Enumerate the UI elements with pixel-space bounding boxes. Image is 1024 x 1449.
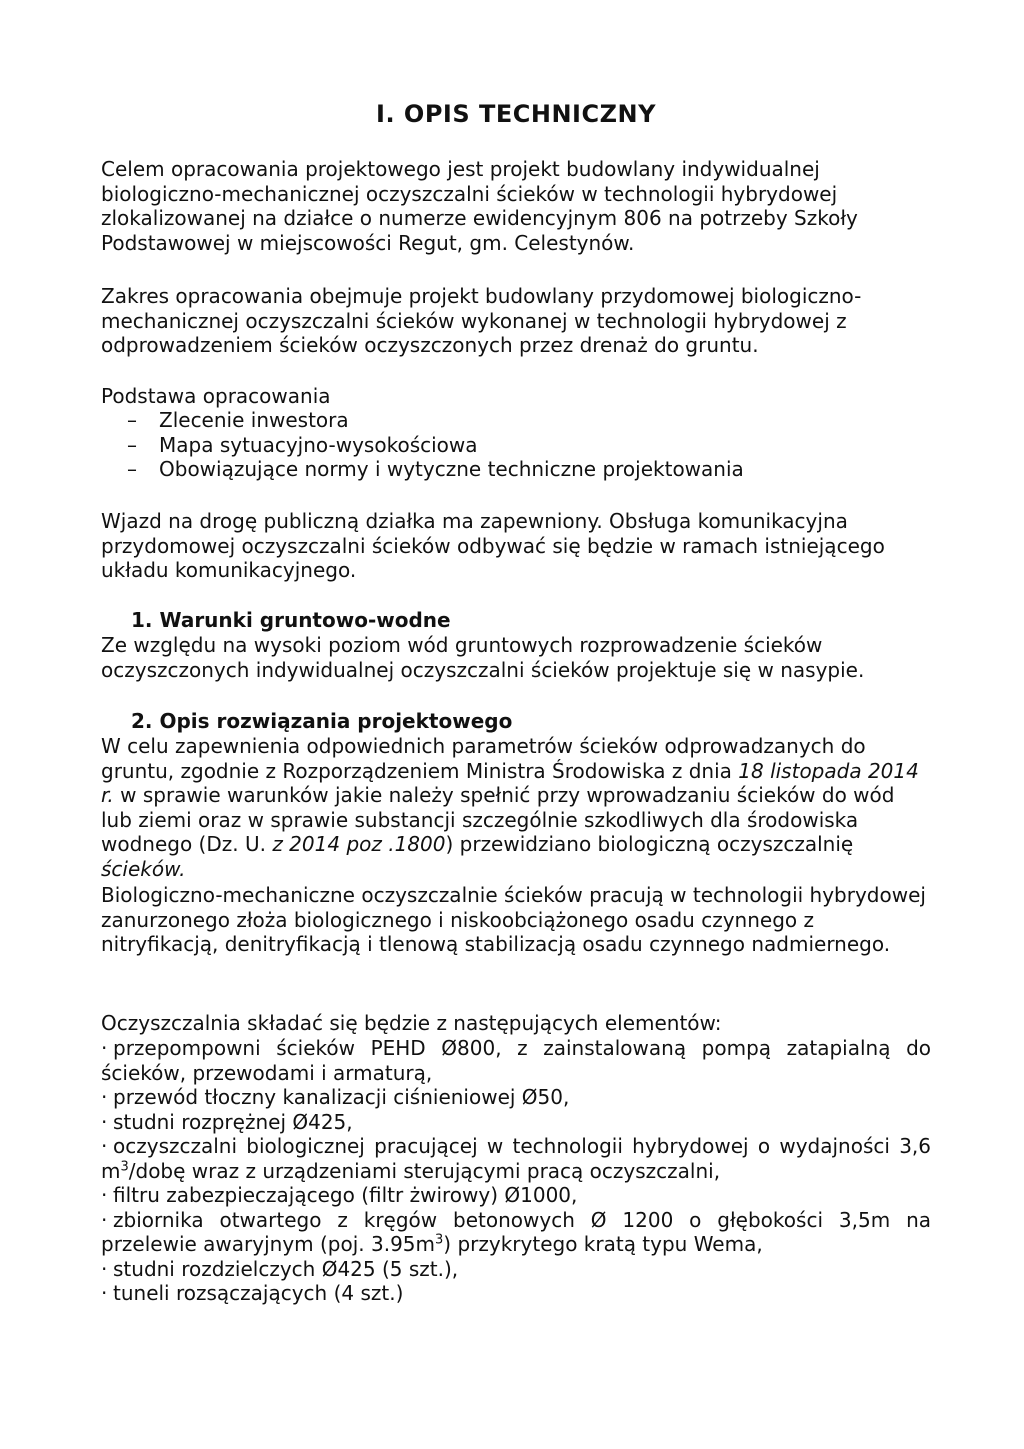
bullet-marker: · (101, 1183, 108, 1207)
element-text: oczyszczalni biologicznej pracującej w technologii hybrydowej o wydajności 3,6 m (101, 1134, 931, 1183)
element-item (101, 1110, 931, 1135)
basis-item-text: Mapa sytuacyjno-wysokościowa (159, 432, 478, 457)
basis-item (101, 433, 744, 458)
design-text-part: ) przewidziano biologiczną oczyszczalnię (445, 832, 854, 856)
element-text: tuneli rozsączających (4 szt.) (113, 1281, 404, 1305)
element-item (101, 1134, 931, 1183)
element-item (101, 1208, 931, 1257)
element-text: filtru zabezpieczającego (filtr żwirowy) Ø1000, (113, 1183, 578, 1207)
element-text: studni rozdzielczych Ø425 (5 szt.), (113, 1256, 459, 1281)
basis-item-text: Obowiązujące normy i wytyczne techniczne projektowania (159, 457, 744, 481)
elements-intro: Oczyszczalnia składać się będzie z następujących elementów: (101, 1011, 722, 1035)
bullet-marker: · (101, 1085, 108, 1109)
dash-marker: – (127, 432, 137, 457)
basis-item-text: Zlecenie inwestora (159, 408, 349, 432)
superscript: 3 (435, 1232, 444, 1248)
design-solution-paragraph (101, 734, 931, 881)
superscript: 3 (120, 1158, 129, 1174)
elements-list (101, 1036, 931, 1306)
dash-marker: – (127, 457, 137, 481)
element-item (101, 1036, 931, 1085)
intro-paragraph: Celem opracowania projektowego jest projekt budowlany indywidualnej biologiczno-mechanicznej oczyszczalni ścieków w technologii hybrydowej zlokalizowanej na działce o numerze ewidencyjnym 806 na potrzeby Szkoły Podstawowej w miejscowości Regut, gm. Celestynów. (101, 157, 858, 255)
bullet-marker: · (101, 1256, 108, 1281)
design-text-part: W celu zapewnienia odpowiednich parametrów ścieków odprowadzanych do gruntu, zgodnie z Rozporządzeniem Ministra Środowiska z dnia (101, 734, 866, 783)
element-text: ) przykrytego kratą typu Wema, (443, 1232, 763, 1256)
basis-list (101, 408, 744, 482)
design-text-italic: ścieków. (101, 856, 186, 881)
element-item (101, 1085, 931, 1110)
element-text: studni rozprężnej Ø425, (113, 1109, 353, 1134)
scope-paragraph: Zakres opracowania obejmuje projekt budowlany przydomowej biologiczno-mechanicznej oczyszczalni ścieków wykonanej w technologii hybrydowej z odprowadzeniem ścieków oczyszczonych przez drenaż do gruntu. (101, 284, 862, 357)
design-text-part: w sprawie warunków jakie należy spełnić przy wprowadzaniu ścieków do wód lub ziemi oraz w sprawie substancji szczególnie szkodliwych dla środowiska wodnego (Dz. U. (101, 783, 895, 856)
bullet-marker: · (101, 1281, 108, 1305)
dash-marker: – (127, 408, 137, 432)
bullet-marker: · (101, 1207, 108, 1232)
document-page (101, 0, 931, 1449)
element-text: przewód tłoczny kanalizacji ciśnieniowej Ø50, (113, 1085, 570, 1109)
basis-label: Podstawa opracowania (101, 384, 331, 408)
element-text: /dobę wraz z urządzeniami sterującymi pracą oczyszczalni, (128, 1158, 721, 1183)
journal-reference: z 2014 poz .1800 (272, 832, 446, 856)
element-text: przepompowni ścieków PEHD Ø800, z zainstalowaną pompą zatapialną do ścieków, przewodami i armaturą, (101, 1036, 931, 1085)
element-item (101, 1281, 931, 1306)
basis-item (101, 408, 744, 433)
access-paragraph: Wjazd na drogę publiczną działka ma zapewniony. Obsługa komunikacyjna przydomowej oczyszczalni ścieków odbywać się będzie w ramach istniejącego układu komunikacyjnego. (101, 509, 885, 582)
ground-water-paragraph: Ze względu na wysoki poziom wód gruntowych rozprowadzenie ścieków oczyszczonych indywidualnej oczyszczalni ścieków projektuje się w nasypie. (101, 633, 865, 682)
element-item (101, 1183, 931, 1208)
basis-item (101, 457, 744, 482)
section-heading-ground-water: 1. Warunki gruntowo-wodne (131, 608, 451, 632)
element-item (101, 1257, 931, 1282)
bullet-marker: · (101, 1109, 108, 1134)
technology-paragraph: Biologiczno-mechaniczne oczyszczalnie ścieków pracują w technologii hybrydowej zanurzonego złoża biologicznego i niskoobciążonego osadu czynnego z nitryfikacją, denitryfikacją i tlenową stabilizacją osadu czynnego nadmiernego. (101, 883, 926, 956)
element-text: zbiornika otwartego z kręgów betonowych Ø 1200 o głębokości 3,5m na przelewie awaryjnym (poj. 3.95m (101, 1207, 931, 1256)
document-title: I. OPIS TECHNICZNY (376, 100, 656, 128)
bullet-marker: · (101, 1134, 108, 1158)
section-heading-design-solution: 2. Opis rozwiązania projektowego (131, 709, 513, 733)
regulation-date: 18 listopada 2014 r. (101, 758, 919, 807)
bullet-marker: · (101, 1036, 108, 1060)
